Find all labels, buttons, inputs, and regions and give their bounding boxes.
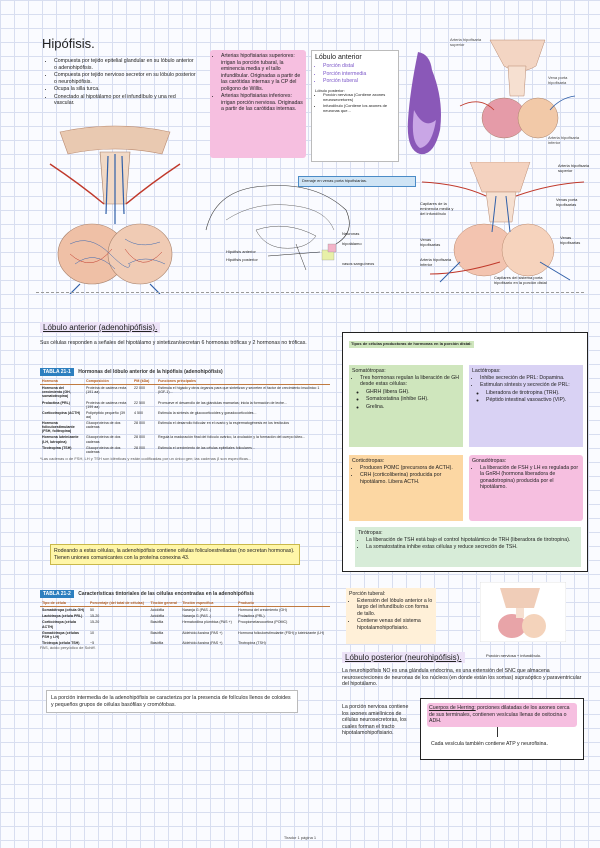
gonadotropas-box: Gonadótropas: • La liberación de FSH y LH es regulada por la GnRH (hormona liberadora de gonadotropina) producida por el hipotálamo. bbox=[469, 455, 583, 521]
herring-title: Cuerpos de Herring: bbox=[429, 705, 476, 711]
folliculostellate-note: Rodeando a estas células, la adenohipófisis contiene células foliculoestrelladas (no secretan hormonas). Tienen uniones comunicantes con la proteína conexina 43. bbox=[50, 544, 300, 565]
table-header: Producto bbox=[236, 600, 330, 607]
intro-bullet: • Compuesta por tejido epitelial glandular en su lóbulo anterior o adenohipófisis. bbox=[54, 58, 196, 71]
diagram-label: Venas hipofisarias bbox=[560, 235, 581, 245]
table-row: Prolactina (PRL) Proteína de cadena recta (199 aa) 22 500 Promueve el desarrollo de las glándulas mamarias; inicia la formación de leche... bbox=[42, 400, 288, 409]
arteries-superior: • Arterias hipofisiarias superiores: irrigan la porción tubaral, la eminencia media y el tallo infundibular. Originadas a partir de las carótidas internas y la CP del polígono de Willis. bbox=[221, 53, 303, 92]
diagram-label: Venas porta hipofisarias bbox=[556, 197, 578, 207]
table-label: TABLA 21-2 bbox=[40, 590, 74, 598]
corticotropas-title: Corticótropas: bbox=[352, 458, 385, 464]
table-row: Lactótropa (célula PRL) 15-20 Acidófila Naranja G (PAS -) Prolactina (PRL) bbox=[42, 614, 265, 619]
table-row: Hormona luteinizante (LH, lutropina) Glucoproteína de dos cadenas 28 000 Regula la maduración final del folículo ovárico, la ovulación y la formación del cuerpo lúteo... bbox=[42, 435, 306, 444]
gonadotropas-title: Gonadótropas: bbox=[472, 458, 507, 464]
table-header: Funciones principales bbox=[156, 378, 330, 385]
label-hypothalamus: hipotálamo bbox=[342, 241, 362, 246]
anterior-intro: Sus células responden a señales del hipotálamo y sintetizan/secretan 6 hormonas tróficas y 2 hormonas no tróficas. bbox=[40, 340, 307, 346]
table-row: Tirótropa (célula TSH) ~5 Basófila Aldehído-fucsina (PAS +) Tirotropina (TSH) bbox=[42, 640, 266, 645]
table-header: PM (kDa) bbox=[132, 378, 156, 385]
table-header: Tinción específica bbox=[180, 600, 236, 607]
intermediate-note: La porción intermedia de la adenohipófisis se caracteriza por la presencia de folículos llenos de coloides y pequeños grupos de células basófilas y cromófobas. bbox=[46, 690, 298, 713]
arrow-down-icon bbox=[497, 727, 498, 737]
posterior-intro: La neurohipófisis NO es una glándula endocrina, es una extensión del SNC que almacena neurosecreciones de neuronas de los núcleos (en donde están los somas) supraóptico y paraventricular del hipotálamo. bbox=[342, 668, 582, 687]
table-row: Somatótropa (célula GH) 50 Acidófila Naranja G (PAS -) Hormona del crecimiento (GH) bbox=[42, 608, 287, 613]
cell-staining-table bbox=[40, 582, 330, 682]
section-divider bbox=[36, 292, 584, 293]
lobes-panel bbox=[311, 50, 399, 162]
diagram-label: Arteria hipofisaria inferior bbox=[548, 135, 580, 145]
hypophysis-vascular-illustration bbox=[40, 124, 190, 294]
brain-sagittal-sketch bbox=[196, 180, 386, 274]
vesicle-note: Cada vesícula también contiene ATP y neurofisina. bbox=[431, 741, 548, 747]
posterior-lobe-title: Lóbulo posterior: bbox=[315, 87, 345, 93]
intro-list bbox=[46, 58, 196, 108]
intro-bullet: • Ocupa la silla turca. bbox=[54, 86, 196, 93]
table-label: TABLA 21-1 bbox=[40, 368, 74, 376]
diagram-label: Arteria hipofisaria superior bbox=[558, 163, 590, 173]
table-footnote: PAS, ácido peryódico de Schiff. bbox=[40, 645, 96, 650]
section-heading-posterior: Lóbulo posterior (neurohipófisis). bbox=[342, 652, 465, 663]
label-neurons: Neuronas bbox=[342, 231, 360, 236]
cell-types-heading: Tipos de células productoras de hormonas en la porción distal: bbox=[351, 341, 472, 346]
table-header: Tipo de célula bbox=[40, 600, 88, 607]
portal-system-diagram bbox=[420, 162, 590, 284]
diagram-label: Capilares de la eminencia media y del infundíbulo bbox=[420, 201, 454, 216]
intro-bullet: • Compuesta por tejido nervioso secretor en su lóbulo posterior o neurohipófisis. bbox=[54, 72, 196, 85]
page-title: Hipófisis. bbox=[42, 36, 95, 51]
anterior-part: • Porción distal bbox=[323, 63, 395, 70]
herring-note: Cuerpos de Herring: porciones dilatadas de los axones cerca de sus terminales, contienen vesículas llenas de oxitocina o ADH. bbox=[427, 703, 577, 727]
drainage-note: Drenaje en venas porta hipofisiarias. bbox=[298, 176, 416, 187]
table-title: Hormonas del lóbulo anterior de la hipófisis (adenohipófisis) bbox=[78, 369, 223, 375]
label-posterior-pituitary: Hipófisis posterior bbox=[226, 257, 258, 262]
pituitary-anatomy-diagram bbox=[450, 36, 585, 148]
lactotropas-box: Lactótropas: • Inhibe secreción de PRL: Dopamina. • Estimulan síntesis y secreción de PRL: ◦ Liberadora de tirotropina (TRH). ◦ Péptido intestinal vasoactivo (VIP). bbox=[469, 365, 583, 447]
label-vessels: vasos sanguíneos bbox=[342, 261, 375, 266]
intro-bullet: • Conectado al hipotálamo por el infundíbulo y una red vascular. bbox=[54, 94, 196, 107]
herring-panel bbox=[420, 698, 584, 760]
somatotropas-title: Somatótropas: bbox=[352, 368, 386, 374]
tuberal-diagram bbox=[480, 582, 566, 642]
arteries-note bbox=[210, 50, 306, 158]
diagram-label: Arteria hipofisaria superior bbox=[450, 37, 482, 47]
table-row: Hormona foliculoestimulante (FSH, folitropina) Glucoproteína de dos cadenas 28 000 Estimula el desarrollo folicular en el ovario y la espermatogénesis en los testículos bbox=[42, 421, 290, 434]
table-footnote: *Las cadenas α de FSH, LH y TSH son idénticas y están codificadas por un único gen; las cadenas β son específicas... bbox=[40, 455, 252, 461]
corticotropas-box: Corticótropas: • Producen POMC (precursora de ACTH). • CRH (corticoliberina) producida por hipotálamo. Libera ACTH. bbox=[349, 455, 463, 521]
diagram-label: Capilares del sistema porta hipofisario en la porción distal bbox=[494, 275, 547, 285]
anterior-part: • Porción intermedia bbox=[323, 71, 395, 78]
lactotropas-title: Lactótropas: bbox=[472, 368, 501, 374]
posterior-subtitle: Porción nerviosa + infundíbulo. bbox=[486, 653, 542, 658]
tirotropas-box: Tirótropas: • La liberación de TSH está bajo el control hipotalámico de TRH (liberadora de tirotropina). • La somatostatina inhibe estas células y reduce secreción de TSH. bbox=[355, 527, 581, 567]
table-row: Corticotropina (ACTH) Polipéptido pequeño (39 aa) 4 500 Estimula la síntesis de glucocorticoides y gonadocorticoides... bbox=[42, 410, 257, 419]
table-row: Corticótropa (célula ACTH) 15-20 Basófila Hematoxilina plúmbica (PAS +) Proopiomelanocortina (POMC) bbox=[42, 620, 288, 629]
anterior-part: • Porción tuberal bbox=[323, 78, 395, 85]
tirotropas-title: Tirótropas: bbox=[358, 530, 383, 536]
table-row: Tirotropina (TSH) Glucoproteína de dos cadenas 28 000 Estimula el crecimiento de las células epiteliales foliculares... bbox=[42, 445, 255, 454]
arteries-inferior: • Arterias hipofisiarias inferiores: irrigan porción nerviosa. Originadas a partir de las carótidas internas. bbox=[221, 93, 303, 113]
page-footer: Tirador 1 página 1 bbox=[283, 835, 317, 840]
tuberal-box: Porción tuberal: • Extensión del lóbulo anterior a lo largo del infundíbulo con forma de tallo. • Contiene venas del sistema hipotalamohipofisiario. bbox=[346, 588, 436, 644]
anterior-lobe-title: Lóbulo anterior bbox=[315, 54, 362, 61]
diagram-label: Arteria hipofisaria inferior bbox=[420, 257, 452, 267]
hormones-table bbox=[40, 360, 330, 520]
cell-types-panel bbox=[342, 332, 588, 572]
table-title: Características tintoriales de las células encontradas en la adenohipófisis bbox=[78, 591, 254, 597]
diagram-label: Vena porta hipofisaria bbox=[548, 75, 568, 85]
posterior-axons-text: La porción nerviosa contiene los axones amielínicos de células neurosecretoras, los cuales forman el tracto hipotalamohipofisiario. bbox=[342, 704, 409, 736]
pituitary-histology-image bbox=[400, 50, 448, 160]
posterior-part: • Infundíbulo (Contiene los axones de neuronas que... bbox=[323, 104, 395, 114]
table-header: Tinción general bbox=[148, 600, 180, 607]
table-header: Composición bbox=[84, 378, 132, 385]
table-row: Gonadótropa (células FSH y LH) 10 Basófila Aldehído-fucsina (PAS +) Hormona foliculoestimulante (FSH) y luteinizante (LH) bbox=[42, 630, 325, 639]
label-anterior-pituitary: Hipófisis anterior bbox=[226, 249, 256, 254]
somatotropas-box: Somatótropas: • Tres hormonas regulan la liberación de GH desde estas células: ◦ GHRH (libera GH). ◦ Somatostatina (inhibe GH). ◦ Grelina. bbox=[349, 365, 463, 447]
section-heading-anterior: Lóbulo anterior (adenohipófisis). bbox=[40, 322, 160, 333]
table-header: Porcentaje (del total de células) bbox=[88, 600, 148, 607]
posterior-part: • Porción nerviosa (Contiene axones neurosecretores) bbox=[323, 93, 395, 103]
diagram-label: Venas hipofisarias bbox=[420, 237, 441, 247]
table-row: Hormona del crecimiento (GH, somatotropina) Proteína de cadena recta (191 aa) 22 000 Estimula el hígado y otros órganos para que sintetizan y secreten el factor de crecimiento insulínico 1 (IGF-1)... bbox=[42, 386, 320, 399]
table-header: Hormona bbox=[40, 378, 84, 385]
tuberal-title: Porción tuberal: bbox=[349, 591, 386, 597]
